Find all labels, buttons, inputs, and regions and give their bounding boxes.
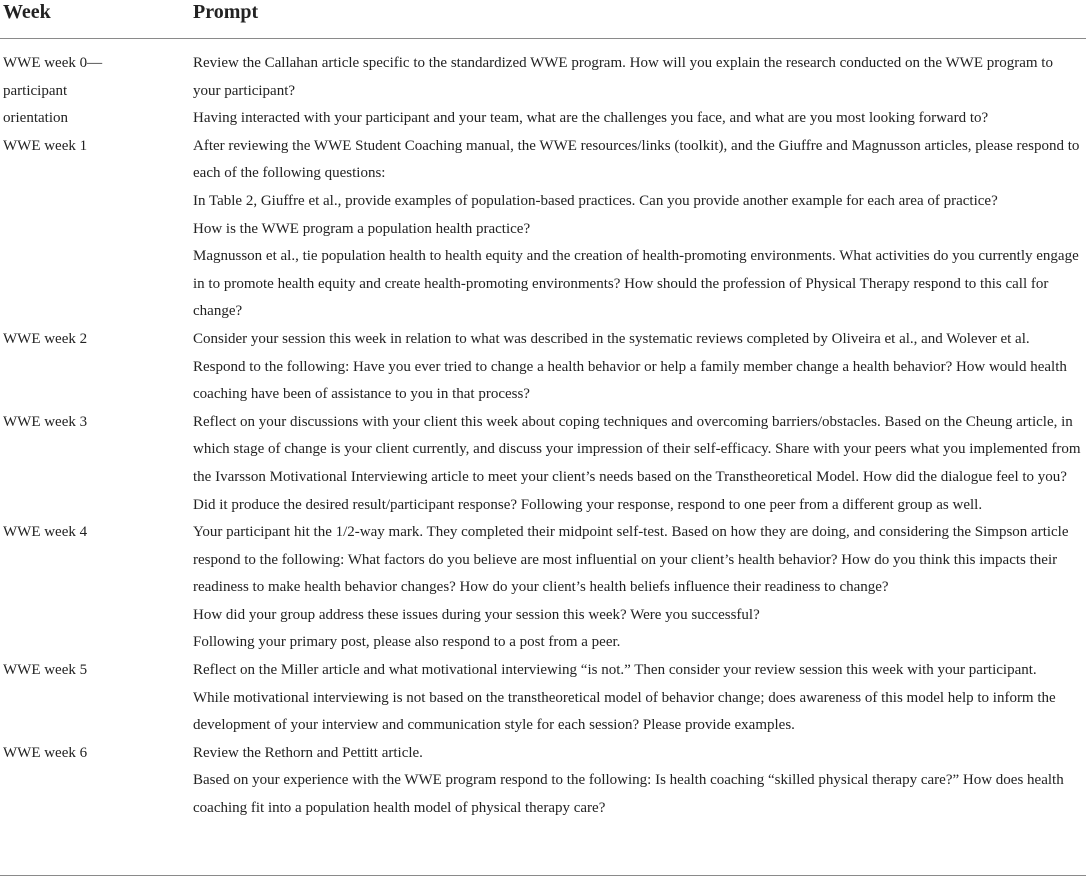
- prompt-text: Reflect on your discussions with your client this week about coping techniques and overcoming barriers/obstacles. Based on the Cheung article, in which stage of change is your client currently, and discuss your impression of their self-efficacy. Share with your peers what you implemented from the Ivarsson Motivational Interviewing article to meet your client’s needs based on the Transtheoretical Model. How did the dialogue feel to you? Did it produce the desired result/participant response? Following your response, respond to one peer from a different group as well.: [193, 413, 1081, 513]
- table-row-week-2: [0, 326, 1089, 409]
- prompt-text: Respond to the following: Have you ever tried to change a health behavior or help a family member change a health behavior? How would health coaching have been of assistance to you in that process?: [193, 358, 1067, 403]
- table-row-week-4: [0, 519, 1089, 657]
- week-cell: [0, 326, 193, 354]
- table-row-week-0: [0, 50, 1089, 133]
- table-row-week-1: [0, 133, 1089, 326]
- prompt-cell: [193, 657, 1083, 740]
- week-label: WWE week 2: [3, 330, 88, 347]
- prompt-text: Review the Rethorn and Pettitt article.: [193, 744, 423, 761]
- week-label: WWE week 6: [3, 744, 88, 761]
- header-prompt: Prompt: [193, 1, 259, 23]
- week-cell: [0, 740, 193, 768]
- week-label: WWE week 5: [3, 662, 88, 679]
- prompt-text: While motivational interviewing is not based on the transtheoretical model of behavior change; does awareness of this model help to inform the development of your interview and communication style for each session? Please provide examples.: [193, 689, 1056, 734]
- prompt-text: Having interacted with your participant and your team, what are the challenges you face, and what are you most looking forward to?: [193, 110, 989, 127]
- week-label: WWE week 1: [3, 137, 88, 154]
- prompt-cell: [193, 519, 1083, 657]
- week-label: WWE week 4: [3, 524, 88, 541]
- week-cell: [0, 519, 193, 547]
- prompt-text: After reviewing the WWE Student Coaching manual, the WWE resources/links (toolkit), and the Giuffre and Magnusson articles, please respond to each of the following questions:: [193, 137, 1080, 182]
- table-row-week-5: [0, 657, 1089, 740]
- table-body: [0, 50, 1089, 823]
- week-cell: [0, 657, 193, 685]
- week-label: WWE week 0—participant orientation: [3, 55, 103, 127]
- week-cell: [0, 409, 193, 437]
- header-rule: [0, 38, 1086, 39]
- prompt-cell: [193, 133, 1083, 326]
- prompt-text: How is the WWE program a population health practice?: [193, 220, 531, 237]
- week-cell: [0, 133, 193, 161]
- header-week: Week: [3, 1, 51, 23]
- prompt-text: In Table 2, Giuffre et al., provide examples of population-based practices. Can you provide another example for each area of practice?: [193, 192, 998, 209]
- prompt-cell: [193, 409, 1083, 519]
- table-row-week-3: [0, 409, 1089, 519]
- prompt-text: How did your group address these issues during your session this week? Were you successful?: [193, 606, 760, 623]
- prompt-text: Your participant hit the 1/2-way mark. They completed their midpoint self-test. Based on how they are doing, and considering the Simpson article respond to the following: What factors do you believe are most influential on your client’s health behavior? How do you think this impacts their readiness to make health behavior changes? How do your client’s health beliefs influence their readiness to change?: [193, 524, 1069, 596]
- prompt-text: Reflect on the Miller article and what motivational interviewing “is not.” Then consider your review session this week with your participant.: [193, 662, 1037, 679]
- prompt-cell: [193, 740, 1083, 823]
- prompt-text: Following your primary post, please also respond to a post from a peer.: [193, 634, 621, 651]
- table-bottom-rule: [0, 875, 1086, 876]
- prompt-text: Review the Callahan article specific to the standardized WWE program. How will you explain the research conducted on the WWE program to your participant?: [193, 55, 1053, 99]
- prompt-cell: [193, 326, 1083, 409]
- prompt-text: Consider your session this week in relation to what was described in the systematic reviews completed by Oliveira et al., and Wolever et al.: [193, 330, 1030, 347]
- prompt-text: Magnusson et al., tie population health to health equity and the creation of health-promoting environments. What activities do you currently engage in to promote health equity and create health-promoting environments? How should the profession of Physical Therapy respond to this call for change?: [193, 248, 1079, 320]
- week-cell: [0, 50, 193, 133]
- prompt-cell: [193, 50, 1083, 133]
- table-row-week-6: [0, 740, 1089, 823]
- prompt-text: Based on your experience with the WWE program respond to the following: Is health coaching “skilled physical therapy care?” How does health coaching fit into a population health model of physical therapy care?: [193, 772, 1064, 817]
- week-label: WWE week 3: [3, 413, 88, 430]
- table-header: [0, 0, 1089, 30]
